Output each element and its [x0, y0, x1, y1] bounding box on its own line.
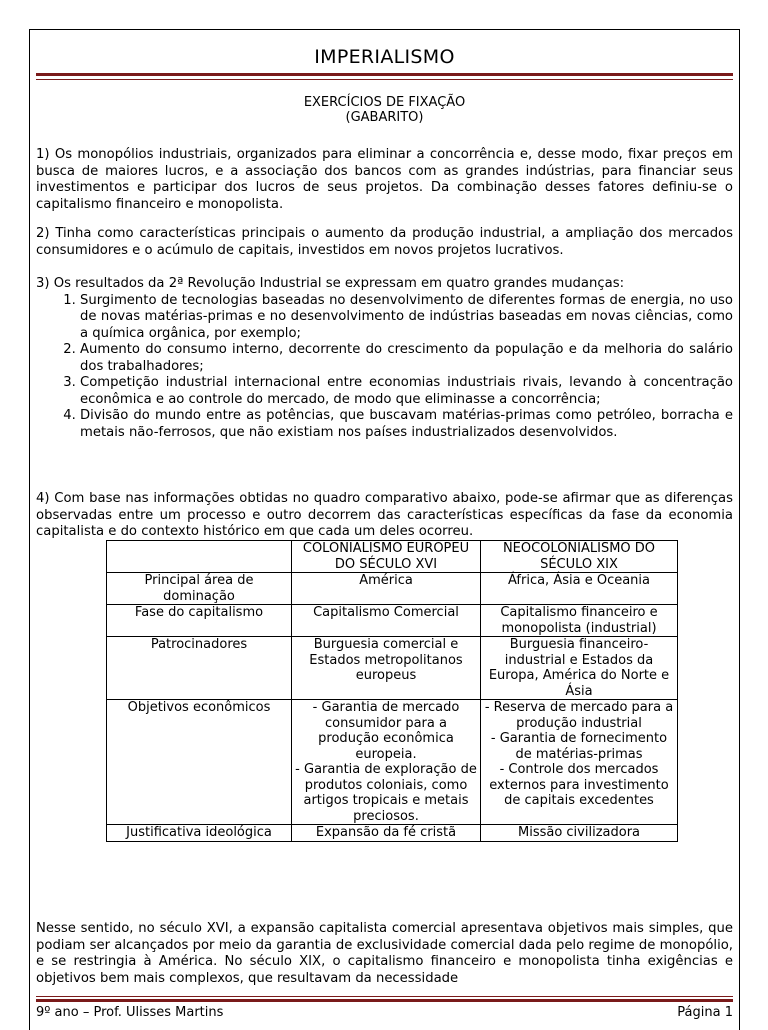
table-header-cell: COLONIALISMO EUROPEU DO SÉCULO XVI	[292, 541, 481, 573]
table-cell: Capitalismo Comercial	[292, 605, 481, 637]
table-cell: - Reserva de mercado para a produção industrial - Garantia de fornecimento de matérias-primas - Controle dos mercados externos para investimento de capitais excedentes	[481, 700, 678, 825]
answer-4: 4) Com base nas informações obtidas no quadro comparativo abaixo, pode-se afirmar que as diferenças observadas entre um processo e outro decorrem das características específicas da fase da economia capitalista e do contexto histórico em que cada um deles ocorreu.	[36, 491, 733, 539]
section-heading: EXERCÍCIOS DE FIXAÇÃO	[303, 95, 466, 110]
table-cell: Expansão da fé cristã	[292, 825, 481, 842]
answer-2: 2) Tinha como características principais o aumento da produção industrial, a ampliação dos mercados consumidores e o acúmulo de capitais, investidos em novos projetos lucrativos.	[36, 226, 733, 258]
footer-author: 9º ano – Prof. Ulisses Martins	[36, 1005, 224, 1020]
table-row	[107, 700, 678, 825]
document-page	[29, 29, 740, 1030]
table-header-row	[107, 541, 678, 573]
conclusion-paragraph: Nesse sentido, no século XVI, a expansão capitalista comercial apresentava objetivos mais simples, que podiam ser alcançados por meio da garantia de exclusividade comercial dada pelo regime de monopólio, e se restringia à América. No século XIX, o capitalismo financeiro e monopolista tinha exigências e objetivos bem mais complexos, que resultavam da necessidade	[36, 921, 733, 986]
answer-3-intro: 3) Os resultados da 2ª Revolução Industrial se expressam em quatro grandes mudanças:	[36, 276, 625, 291]
table-cell: Principal área de dominação	[107, 573, 292, 605]
section-subheading: (GABARITO)	[345, 110, 424, 125]
table-header-cell: NEOCOLONIALISMO DO SÉCULO XIX	[481, 541, 678, 573]
list-item: 4. Divisão do mundo entre as potências, que buscavam matérias-primas como petróleo, borracha e metais não-ferrosos, que não existiam nos países industrializados desenvolvidos.	[80, 408, 733, 441]
answer-3	[36, 276, 733, 441]
list-item: 2. Aumento do consumo interno, decorrente do crescimento da população e da melhoria do salário dos trabalhadores;	[80, 342, 733, 375]
table-cell: Burguesia financeiro-industrial e Estados da Europa, América do Norte e Ásia	[481, 637, 678, 700]
table-cell: Fase do capitalismo	[107, 605, 292, 637]
footer-rule-thin	[36, 996, 733, 997]
list-item: 1. Surgimento de tecnologias baseadas no desenvolvimento de diferentes formas de energia, no uso de novas matérias-primas e no desenvolvimento de indústrias baseadas em novas ciências, como a química orgânica, por exemplo;	[80, 293, 733, 343]
table-row	[107, 637, 678, 700]
table-header-cell	[107, 541, 292, 573]
comparison-table	[106, 540, 678, 842]
table-cell: Missão civilizadora	[481, 825, 678, 842]
table-cell: - Garantia de mercado consumidor para a produção econômica europeia. - Garantia de exploração de produtos coloniais, como artigos tropicais e metais preciosos.	[292, 700, 481, 825]
table-row	[107, 605, 678, 637]
title-rule	[36, 73, 733, 76]
table-cell: América	[292, 573, 481, 605]
page-title: IMPERIALISMO	[314, 46, 455, 68]
table-row	[107, 573, 678, 605]
footer-rule	[36, 999, 733, 1002]
table-cell: África, Ásia e Oceania	[481, 573, 678, 605]
table-cell: Patrocinadores	[107, 637, 292, 700]
page-number: Página 1	[677, 1005, 733, 1020]
table-cell: Burguesia comercial e Estados metropolitanos europeus	[292, 637, 481, 700]
answer-3-list	[36, 293, 733, 442]
table-cell: Objetivos econômicos	[107, 700, 292, 825]
table-row	[107, 825, 678, 842]
table-cell: Capitalismo financeiro e monopolista (industrial)	[481, 605, 678, 637]
answer-1: 1) Os monopólios industriais, organizados para eliminar a concorrência e, desse modo, fixar preços em busca de maiores lucros, e a associação dos bancos com as grandes indústrias, para financiar seus investimentos e participar dos lucros de seus projetos. Da combinação desses fatores definiu-se o capitalismo financeiro e monopolista.	[36, 147, 733, 212]
list-item: 3. Competição industrial internacional entre economias industriais rivais, levando à concentração econômica e ao controle do mercado, de modo que eliminasse a concorrência;	[80, 375, 733, 408]
table-cell: Justificativa ideológica	[107, 825, 292, 842]
title-rule-thin	[36, 79, 733, 80]
